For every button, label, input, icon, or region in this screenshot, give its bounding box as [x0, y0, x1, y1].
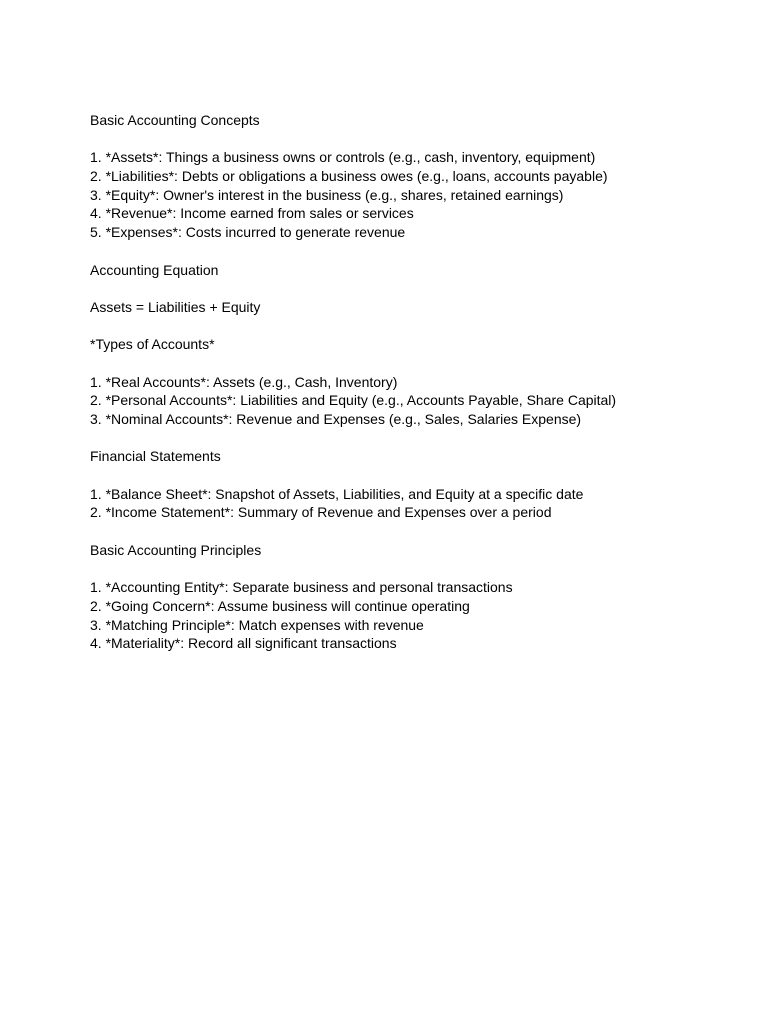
- paragraph-gap: [90, 429, 730, 448]
- list-item: 1. *Assets*: Things a business owns or controls (e.g., cash, inventory, equipment): [90, 149, 596, 166]
- equation-text: Assets = Liabilities + Equity: [90, 298, 261, 315]
- paragraph-gap: [90, 130, 730, 149]
- paragraph-gap: [90, 522, 730, 541]
- list-item: 5. *Expenses*: Costs incurred to generate revenue: [90, 224, 406, 241]
- list-item: 2. *Personal Accounts*: Liabilities and Equity (e.g., Accounts Payable, Share Capital): [90, 392, 617, 409]
- paragraph-gap: [90, 317, 730, 336]
- paragraph-gap: [90, 560, 730, 579]
- paragraph-gap: [90, 279, 730, 298]
- section-heading-basic-accounting-principles: Basic Accounting Principles: [90, 541, 262, 558]
- list-item: 2. *Income Statement*: Summary of Revenue and Expenses over a period: [90, 504, 552, 521]
- section-heading-accounting-equation: Accounting Equation: [90, 261, 219, 278]
- list-item: 3. *Equity*: Owner's interest in the business (e.g., shares, retained earnings): [90, 186, 564, 203]
- list-item: 2. *Going Concern*: Assume business will continue operating: [90, 597, 470, 614]
- paragraph-gap: [90, 242, 730, 261]
- list-item: 1. *Balance Sheet*: Snapshot of Assets, Liabilities, and Equity at a specific date: [90, 485, 584, 502]
- section-heading-types-of-accounts: *Types of Accounts*: [90, 336, 215, 353]
- list-item: 4. *Materiality*: Record all significant transactions: [90, 635, 397, 652]
- section-heading-financial-statements: Financial Statements: [90, 448, 221, 465]
- list-item: 2. *Liabilities*: Debts or obligations a business owes (e.g., loans, accounts payable): [90, 168, 608, 185]
- list-item: 3. *Nominal Accounts*: Revenue and Expenses (e.g., Sales, Salaries Expense): [90, 411, 582, 427]
- section-heading-basic-accounting-concepts: Basic Accounting Concepts: [90, 112, 260, 128]
- paragraph-gap: [90, 354, 730, 373]
- list-item: 4. *Revenue*: Income earned from sales or services: [90, 205, 414, 222]
- list-item: 1. *Real Accounts*: Assets (e.g., Cash, Inventory): [90, 373, 398, 390]
- list-item: 3. *Matching Principle*: Match expenses with revenue: [90, 616, 424, 633]
- paragraph-gap: [90, 466, 730, 485]
- list-item: 1. *Accounting Entity*: Separate business and personal transactions: [90, 579, 513, 596]
- document-page: [90, 111, 730, 653]
